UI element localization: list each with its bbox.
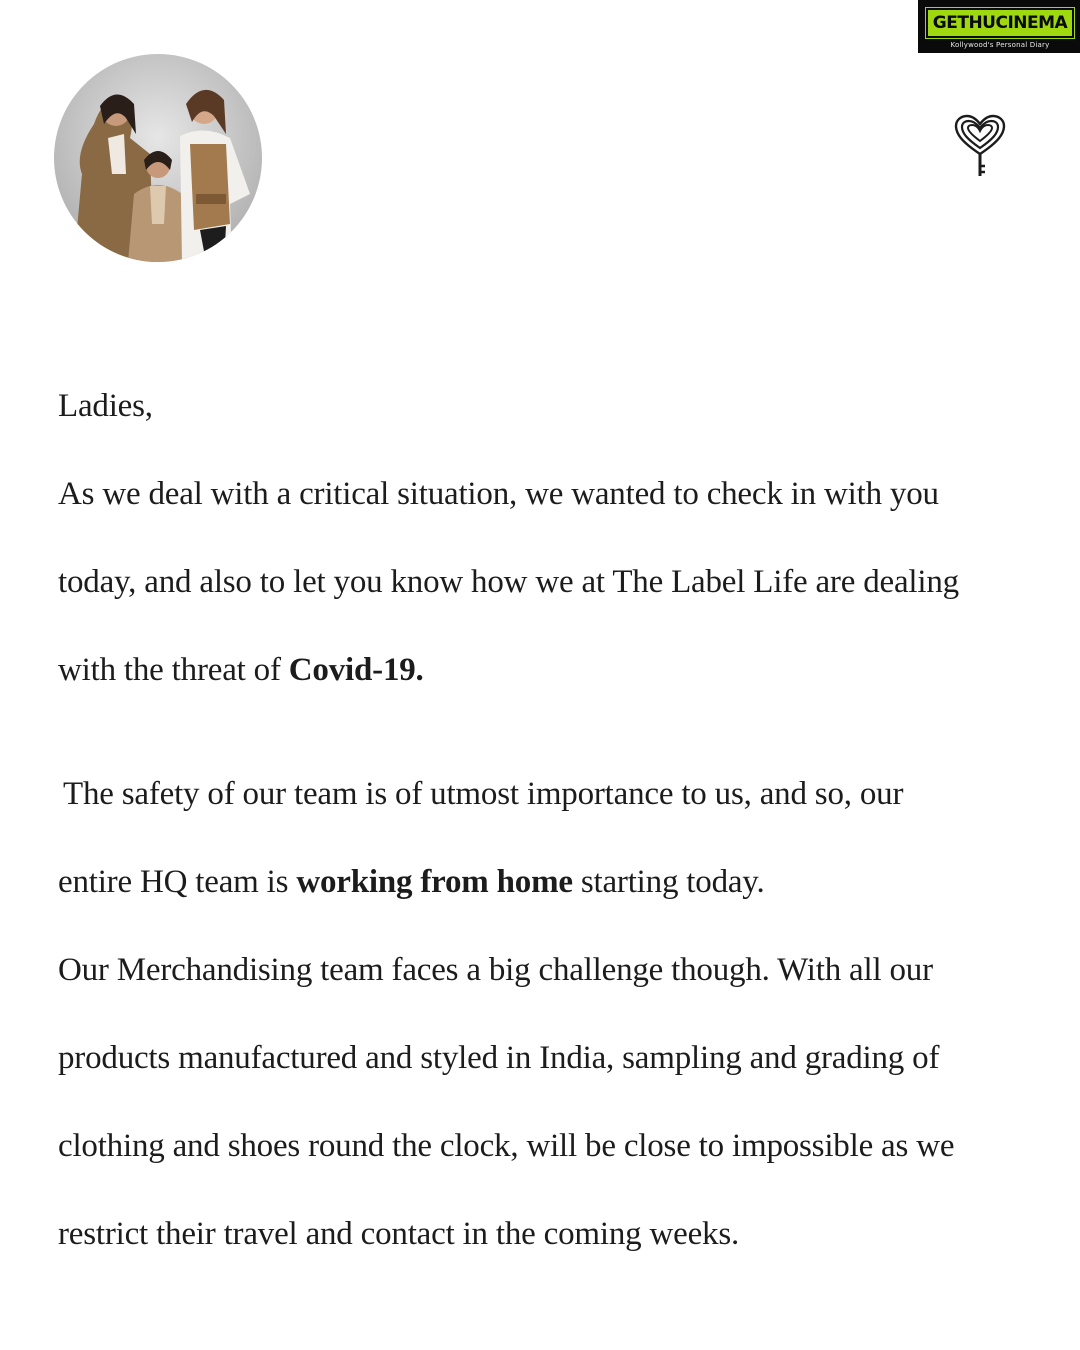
letter-line: products manufactured and styled in India, sampling and grading of [58,1040,940,1076]
letter-line [58,838,1038,926]
letter-line: today, and also to let you know how we at The Label Life are dealing [58,564,959,600]
letter-text: with the threat of [58,652,289,688]
watermark-brand: GETHUCINEMA [926,8,1074,38]
letter-text: entire HQ team is [58,864,297,900]
letter-line [58,626,1038,714]
heart-key-icon [952,114,1008,178]
letter-text: starting today. [572,864,765,900]
letter-line: restrict their travel and contact in the coming weeks. [58,1216,740,1252]
paragraph-spacer [58,714,1038,750]
letter-line: As we deal with a critical situation, we wanted to check in with you [58,476,939,512]
letter-line: The safety of our team is of utmost importance to us, and so, our [63,776,904,812]
watermark [918,0,1080,53]
work-from-home-emphasis: working from home [296,864,573,900]
group-photo-avatar [54,54,262,262]
letter-line: clothing and shoes round the clock, will be close to impossible as we [58,1128,955,1164]
group-photo-icon [54,54,262,262]
letter-greeting: Ladies, [58,388,153,424]
letter-body [58,362,1038,1278]
watermark-tagline: Kollywood's Personal Diary [950,41,1050,49]
covid-emphasis: Covid-19. [288,652,424,688]
letter-line: Our Merchandising team faces a big challenge though. With all our [58,952,933,988]
